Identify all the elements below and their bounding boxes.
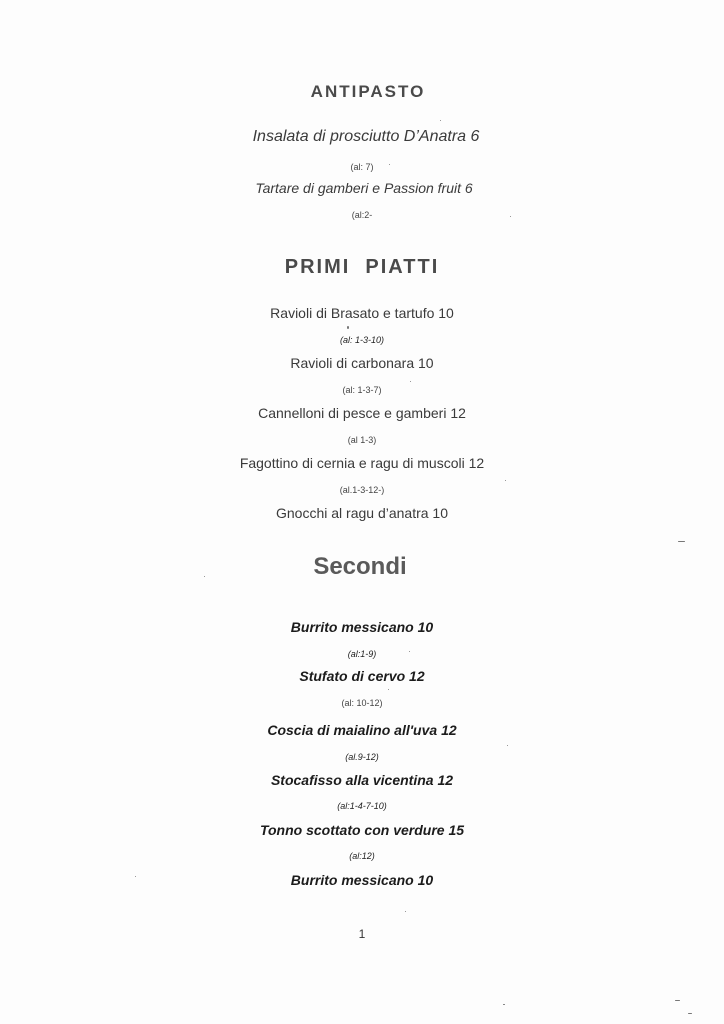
allergen-note: (al: 1-3-10) (339, 335, 384, 345)
scan-speck (204, 576, 205, 577)
scan-speck (135, 876, 136, 877)
allergen-note: (al: 10-12) (341, 698, 383, 708)
scan-speck (409, 651, 410, 652)
section-heading-primi-piatti: PRIMI PIATTI (284, 256, 440, 278)
allergen-note: (al: 7) (350, 162, 374, 172)
menu-item: Tartare di gamberi e Passion fruit 6 (255, 180, 473, 196)
scan-speck (675, 1000, 680, 1001)
allergen-note: (al 1-3) (347, 435, 377, 445)
scan-speck (510, 216, 511, 217)
menu-item: Burrito messicano 10 (290, 872, 434, 888)
menu-item: Tonno scottato con verdure 15 (259, 822, 465, 838)
scan-speck (507, 745, 508, 746)
allergen-note: (al:1-9) (347, 649, 377, 659)
scan-speck (678, 541, 685, 542)
allergen-note: (al:12) (349, 851, 375, 861)
scan-speck (440, 120, 441, 121)
scan-speck (347, 326, 349, 329)
menu-item: Stufato di cervo 12 (299, 668, 425, 684)
menu-item: Gnocchi al ragu d’anatra 10 (276, 505, 448, 521)
menu-item: Burrito messicano 10 (290, 619, 434, 635)
scan-speck (410, 381, 411, 382)
allergen-note: (al.1-3-12-) (339, 485, 385, 495)
scan-speck (503, 1004, 505, 1005)
menu-item: Stocafisso alla vicentina 12 (270, 772, 454, 788)
scan-speck (505, 480, 506, 481)
page-number: 1 (358, 927, 366, 941)
section-heading-antipasto: ANTIPASTO (310, 82, 426, 101)
scan-speck (388, 689, 389, 690)
menu-item: Ravioli di carbonara 10 (290, 355, 434, 371)
menu-item: Cannelloni di pesce e gamberi 12 (258, 405, 466, 421)
scan-speck (688, 1013, 692, 1014)
menu-item: Insalata di prosciutto D’Anatra 6 (252, 128, 480, 145)
scan-speck (405, 911, 406, 912)
allergen-note: (al:2- (351, 210, 373, 220)
menu-item: Ravioli di Brasato e tartufo 10 (270, 305, 454, 321)
menu-item: Coscia di maialino all'uva 12 (267, 722, 457, 738)
allergen-note: (al:1-4-7-10) (337, 801, 387, 811)
section-heading-secondi: Secondi (313, 553, 407, 580)
menu-item: Fagottino di cernia e ragu di muscoli 12 (239, 455, 485, 471)
allergen-note: (al.9-12) (345, 752, 379, 762)
scan-speck (389, 164, 390, 165)
allergen-note: (al: 1-3-7) (342, 385, 382, 395)
